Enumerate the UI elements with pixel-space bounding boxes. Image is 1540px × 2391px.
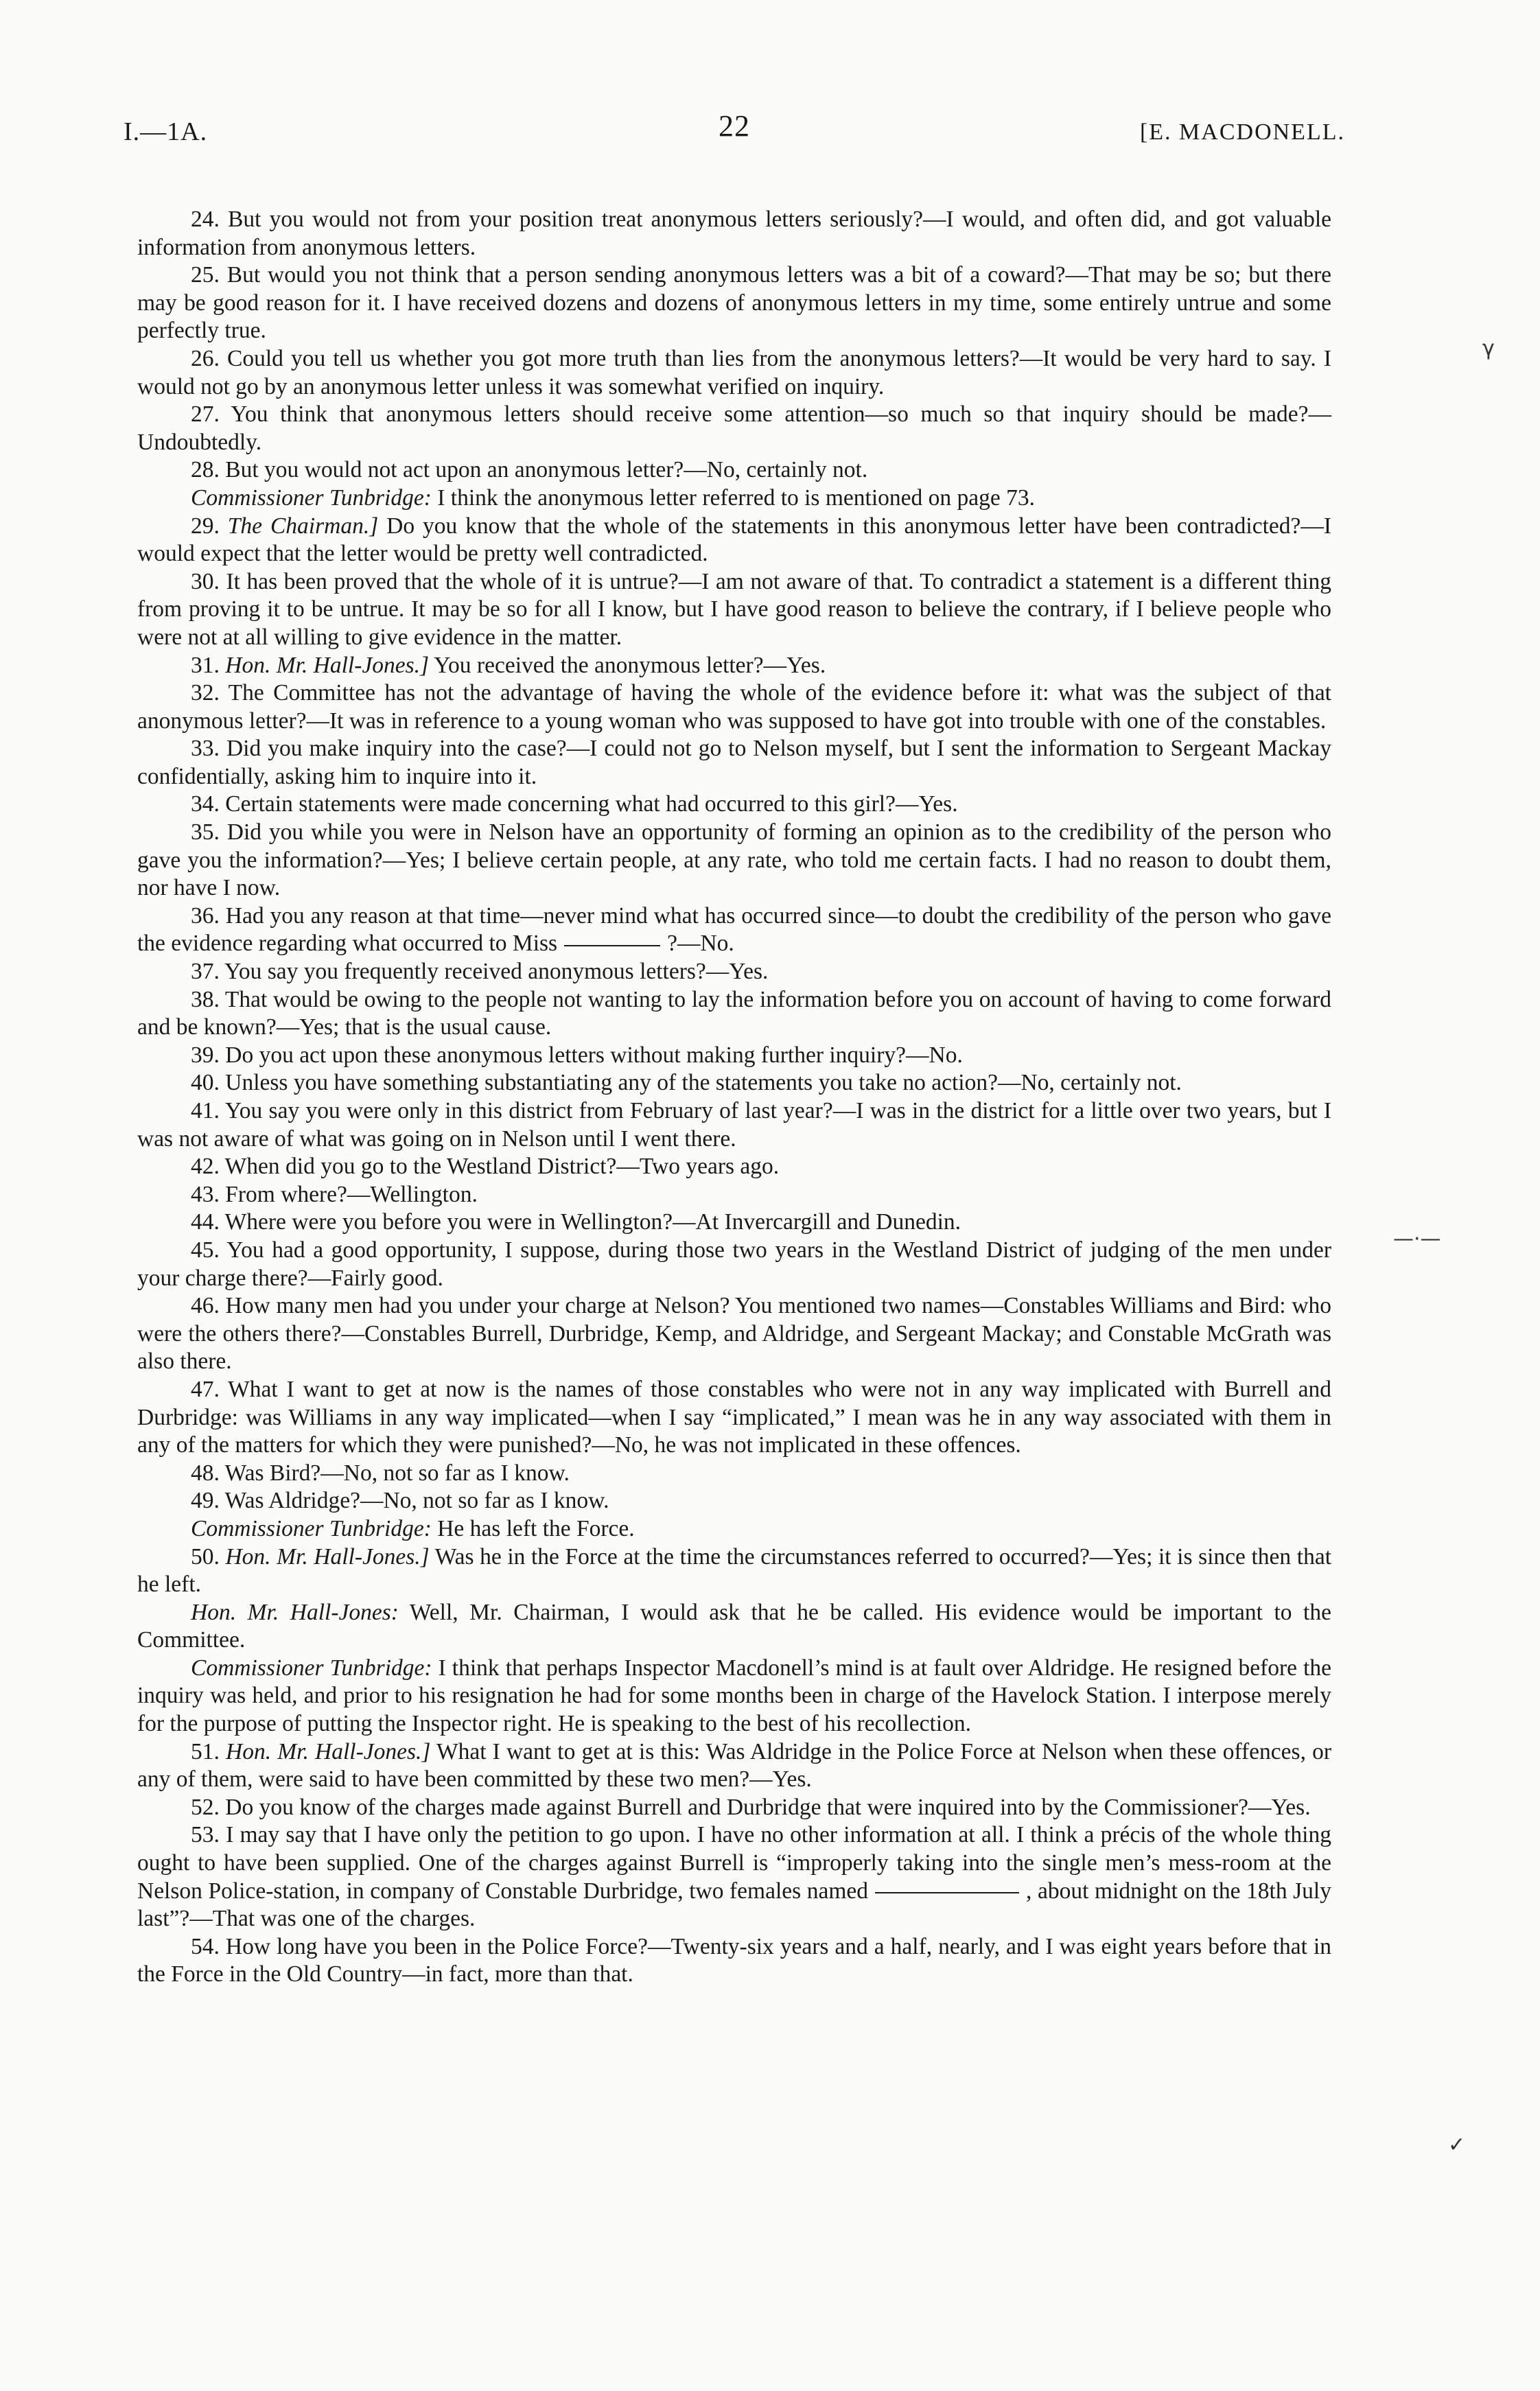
question-number: 36.: [191, 902, 220, 929]
evidence-paragraph: [137, 1209, 1331, 1237]
question-number: 25.: [191, 262, 220, 288]
evidence-paragraph: [137, 1821, 1331, 1933]
question-number: 33.: [191, 736, 220, 762]
paragraph-text: He has left the Force.: [437, 1515, 635, 1541]
speaker-label: Commissioner Tunbridge:: [191, 485, 432, 511]
paragraph-text: You say you frequently received anonymous letters?—Yes.: [224, 959, 769, 985]
evidence-paragraph: [137, 1153, 1331, 1181]
evidence-paragraph: [137, 986, 1331, 1042]
question-number: 34.: [191, 791, 220, 817]
evidence-paragraph: [137, 345, 1331, 401]
question-number: 29.: [191, 513, 220, 539]
paragraph-text: Certain statements were made concerning what had occurred to this girl?—Yes.: [225, 791, 958, 817]
question-number: 39.: [191, 1042, 220, 1068]
evidence-paragraph: [137, 1515, 1331, 1543]
document-reference: I.—1A.: [124, 117, 208, 146]
evidence-paragraph: [137, 958, 1331, 986]
question-number: 53.: [191, 1822, 220, 1848]
paragraph-text: Do you know that the whole of the statements in this anonymous letter have been contradicted?—I would expect that the letter would be pretty well contradicted.: [137, 513, 1332, 567]
evidence-paragraph: [137, 568, 1331, 652]
redacted-name-blank: [875, 1892, 1019, 1893]
paragraph-text: You had a good opportunity, I suppose, during those two years in the Westland District of judging of the men under your charge there?—Fairly good.: [137, 1237, 1331, 1291]
evidence-paragraph: [137, 1543, 1331, 1599]
document-page: [124, 103, 1345, 1989]
margin-mark-2: —·—: [1393, 1227, 1441, 1251]
question-number: 28.: [191, 457, 220, 483]
speaker-label: Hon. Mr. Hall-Jones:: [191, 1599, 399, 1625]
question-number: 42.: [191, 1154, 220, 1180]
evidence-paragraph: [137, 791, 1331, 819]
paragraph-text: I think that perhaps Inspector Macdonell’s mind is at fault over Aldridge. He resigned before the inquiry was held, and prior to his resignation he had for some months been in charge of the Havelock Station. I interpose merely for the purpose of putting the Inspector right. He is speaking to the best of his recollection.: [137, 1655, 1331, 1737]
question-number: 48.: [191, 1460, 220, 1486]
paragraph-text-continued: ?—No.: [667, 931, 734, 957]
evidence-paragraph: [137, 1097, 1331, 1153]
paragraph-text: What I want to get at now is the names of those constables who were not in any way implicated with Burrell and Durbridge: was Williams in any way implicated—when I say “implicated,” I mean was he in any way associated with them in any of the matters for which they were punished?—No, he was not implicated in these offences.: [137, 1376, 1331, 1458]
question-number: 54.: [191, 1933, 220, 1959]
speaker-label: The Chairman.]: [227, 513, 379, 539]
paragraph-text: I think the anonymous letter referred to is mentioned on page 73.: [437, 485, 1035, 511]
question-number: 46.: [191, 1293, 220, 1319]
redacted-name-blank: [564, 945, 660, 946]
paragraph-text: The Committee has not the advantage of having the whole of the evidence before it: what was the subject of that anonymous letter?—It was in reference to a young woman who was supposed to have got into trouble with one of the constables.: [137, 680, 1331, 734]
question-number: 37.: [191, 959, 220, 985]
question-number: 31.: [191, 652, 220, 678]
question-number: 45.: [191, 1237, 220, 1263]
evidence-paragraph: [137, 206, 1331, 261]
evidence-paragraph: [137, 652, 1331, 680]
paragraph-text-continued: , about midnight on the 18th July last”?—That was one of the charges.: [137, 1878, 1331, 1932]
paragraph-text: Had you any reason at that time—never mind what has occurred since—to doubt the credibility of the person who gave the evidence regarding what occurred to Miss: [137, 902, 1332, 957]
question-number: 41.: [191, 1098, 220, 1123]
evidence-paragraph: [137, 1181, 1331, 1209]
paragraph-text: But would you not think that a person sending anonymous letters was a bit of a coward?—That may be so; but there may be good reason for it. I have received dozens and dozens of anonymous letters in my time, some entirely untrue and some perfectly true.: [137, 262, 1331, 344]
evidence-paragraph: [137, 1599, 1331, 1655]
paragraph-text: When did you go to the Westland District?—Two years ago.: [224, 1154, 780, 1180]
evidence-paragraph: [137, 1794, 1331, 1822]
paragraph-text: Well, Mr. Chairman, I would ask that he be called. His evidence would be important to the Committee.: [137, 1599, 1331, 1653]
question-number: 43.: [191, 1181, 220, 1207]
paragraph-text: Was he in the Force at the time the circumstances referred to occurred?—Yes; it is since then that he left.: [137, 1543, 1331, 1598]
paragraph-text: Could you tell us whether you got more truth than lies from the anonymous letters?—It would be very hard to say. I would not go by an anonymous letter unless it was somewhat verified on inquiry.: [137, 345, 1332, 399]
evidence-paragraph: [137, 1460, 1331, 1488]
paragraph-text: How many men had you under your charge at Nelson? You mentioned two names—Constables Williams and Bird: who were the others there?—Constables Burrell, Durbridge, Kemp, and Aldridge, and Sergeant Mackay; and Constable McGrath was also there.: [137, 1293, 1332, 1375]
page-number: 22: [719, 109, 750, 143]
paragraph-text: Was Aldridge?—No, not so far as I know.: [224, 1488, 609, 1514]
paragraph-text: How long have you been in the Police Force?—Twenty-six years and a half, nearly, and I was eight years before that in the Force in the Old Country—in fact, more than that.: [137, 1933, 1332, 1987]
evidence-paragraph: [137, 401, 1331, 456]
paragraph-text: You received the anonymous letter?—Yes.: [434, 652, 826, 678]
question-number: 44.: [191, 1209, 220, 1235]
evidence-paragraph: [137, 1376, 1331, 1460]
paragraph-text: Where were you before you were in Wellington?—At Invercargill and Dunedin.: [224, 1209, 961, 1235]
speaker-label: Hon. Mr. Hall-Jones.]: [226, 1738, 431, 1764]
question-number: 24.: [191, 207, 220, 232]
evidence-paragraph: [137, 485, 1331, 513]
evidence-paragraph: [137, 261, 1331, 345]
paragraph-text: But you would not from your position treat anonymous letters seriously?—I would, and often did, and got valuable information from anonymous letters.: [137, 207, 1331, 260]
question-number: 32.: [191, 680, 220, 706]
question-number: 38.: [191, 986, 220, 1012]
paragraph-text: You say you were only in this district from February of last year?—I was in the district for a little over two years, but I was not aware of what was going on in Nelson until I went there.: [137, 1098, 1331, 1152]
paragraph-text: Did you make inquiry into the case?—I could not go to Nelson myself, but I sent the information to Sergeant Mackay confidentially, asking him to inquire into it.: [137, 736, 1331, 789]
evidence-paragraph: [137, 1292, 1331, 1376]
evidence-paragraph: [137, 1738, 1331, 1794]
question-number: 30.: [191, 568, 220, 594]
paragraph-text: Do you know of the charges made against Burrell and Durbridge that were inquired into by the Commissioner?—Yes.: [225, 1794, 1311, 1820]
speaker-label: Hon. Mr. Hall-Jones.]: [225, 1543, 430, 1570]
question-number: 52.: [191, 1794, 220, 1820]
speaker-label: Commissioner Tunbridge:: [191, 1655, 432, 1681]
paragraph-text: That would be owing to the people not wanting to lay the information before you on account of having to come forward and be known?—Yes; that is the usual cause.: [137, 986, 1331, 1040]
paragraph-text: Was Bird?—No, not so far as I know.: [224, 1460, 570, 1486]
margin-mark-1: γ: [1482, 336, 1495, 360]
question-number: 27.: [191, 401, 220, 428]
paragraph-text: I may say that I have only the petition to go upon. I have no other information at all. I think a précis of the whole thing ought to have been supplied. One of the charges against Burrell is “improperly taking into the single men’s mess-room at the Nelson Police-station, in company of Constable Durbridge, two females named: [137, 1822, 1331, 1904]
evidence-paragraph: [137, 1042, 1331, 1070]
evidence-paragraph: [137, 513, 1331, 568]
paragraph-text: It has been proved that the whole of it is untrue?—I am not aware of that. To contradict a statement is a different thing from proving it to be untrue. It may be so for all I know, but I have good reason to believe the contrary, if I believe people who were not at all willing to give evidence in the matter.: [137, 568, 1332, 650]
speaker-label: Hon. Mr. Hall-Jones.]: [225, 652, 430, 678]
speaker-label: Commissioner Tunbridge:: [191, 1515, 432, 1541]
evidence-paragraph: [137, 902, 1331, 958]
question-number: 40.: [191, 1070, 220, 1096]
evidence-paragraph: [137, 1487, 1331, 1515]
evidence-text: [137, 206, 1331, 1989]
evidence-paragraph: [137, 1655, 1331, 1738]
paragraph-text: But you would not act upon an anonymous letter?—No, certainly not.: [225, 457, 868, 483]
paragraph-text: From where?—Wellington.: [225, 1181, 478, 1207]
question-number: 26.: [191, 345, 220, 371]
question-number: 51.: [191, 1738, 220, 1764]
evidence-paragraph: [137, 456, 1331, 485]
evidence-paragraph: [137, 1237, 1331, 1292]
evidence-paragraph: [137, 819, 1331, 902]
evidence-paragraph: [137, 735, 1331, 791]
evidence-paragraph: [137, 1933, 1331, 1989]
margin-mark-3: ✓: [1448, 2133, 1466, 2157]
evidence-paragraph: [137, 1069, 1331, 1097]
paragraph-text: You think that anonymous letters should receive some attention—so much so that inquiry should be made?—Undoubtedly.: [137, 401, 1331, 455]
page-header: [124, 103, 1345, 158]
paragraph-text: Unless you have something substantiating any of the statements you take no action?—No, certainly not.: [225, 1070, 1182, 1096]
question-number: 47.: [191, 1376, 220, 1402]
paragraph-text: Did you while you were in Nelson have an opportunity of forming an opinion as to the credibility of the person who gave you the information?—Yes; I believe certain people, at any rate, who told me certain facts. I had no reason to doubt them, nor have I now.: [137, 819, 1331, 901]
paragraph-text: Do you act upon these anonymous letters without making further inquiry?—No.: [225, 1042, 963, 1068]
evidence-paragraph: [137, 679, 1331, 735]
paragraph-text: What I want to get at is this: Was Aldridge in the Police Force at Nelson when these offences, or any of them, were said to have been committed by these two men?—Yes.: [137, 1738, 1332, 1793]
question-number: 50.: [191, 1543, 220, 1570]
question-number: 49.: [191, 1488, 220, 1514]
question-number: 35.: [191, 819, 220, 845]
witness-name: [E. MACDONELL.: [1139, 119, 1345, 145]
